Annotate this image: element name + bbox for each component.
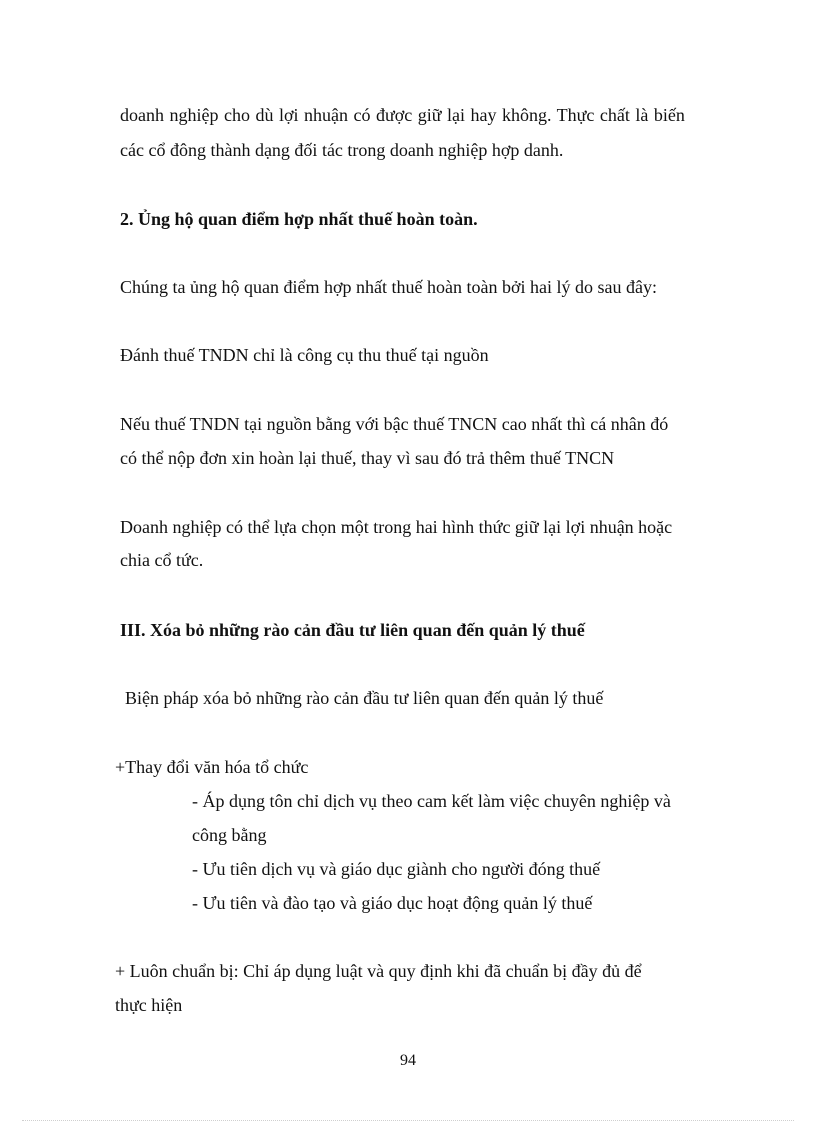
list-item: thực hiện [115, 995, 183, 1015]
paragraph-line: Nếu thuế TNDN tại nguồn bằng với bậc thuế TNCN cao nhất thì cá nhân đó [120, 414, 669, 434]
paragraph-line: Đánh thuế TNDN chỉ là công cụ thu thuế tại nguồn [120, 345, 489, 365]
paragraph-line: Biện pháp xóa bỏ những rào cản đầu tư liên quan đến quản lý thuế [125, 688, 604, 708]
paragraph-line: Doanh nghiệp có thể lựa chọn một trong hai hình thức giữ lại lợi nhuận hoặc [120, 517, 673, 537]
section-heading: III. Xóa bỏ những rào cản đầu tư liên quan đến quản lý thuế [120, 620, 585, 640]
page-number: 94 [400, 1052, 416, 1069]
list-item: + Luôn chuẩn bị: Chỉ áp dụng luật và quy định khi đã chuẩn bị đầy đủ để [115, 961, 642, 981]
sub-list-item: - Ưu tiên và đào tạo và giáo dục hoạt động quản lý thuế [192, 893, 593, 913]
paragraph-line: chia cổ tức. [120, 550, 204, 570]
sub-list-item: - Áp dụng tôn chỉ dịch vụ theo cam kết làm việc chuyên nghiệp và [192, 791, 671, 811]
sub-list-item: công bằng [192, 825, 267, 845]
page-bottom-divider [22, 1120, 794, 1121]
sub-list-item: - Ưu tiên dịch vụ và giáo dục giành cho người đóng thuế [192, 859, 601, 879]
list-item: +Thay đổi văn hóa tổ chức [115, 757, 309, 777]
paragraph-line: có thể nộp đơn xin hoàn lại thuế, thay vì sau đó trả thêm thuế TNCN [120, 448, 615, 468]
paragraph-line: Chúng ta ủng hộ quan điểm hợp nhất thuế hoàn toàn bởi hai lý do sau đây: [120, 277, 657, 297]
section-heading: 2. Ủng hộ quan điểm hợp nhất thuế hoàn toàn. [120, 209, 478, 229]
paragraph-line: doanh nghiệp cho dù lợi nhuận có được giữ lại hay không. Thực chất là biến [120, 105, 685, 125]
paragraph-line: các cổ đông thành dạng đối tác trong doanh nghiệp hợp danh. [120, 140, 564, 160]
